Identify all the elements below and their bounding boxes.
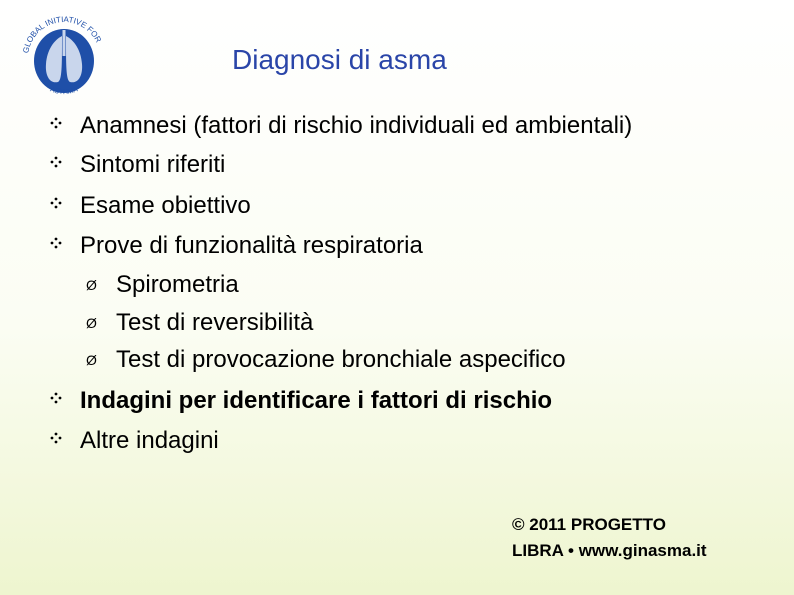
bullet-text: Sintomi riferiti (80, 151, 226, 178)
gina-logo (14, 6, 114, 106)
sub-bullet-item (86, 346, 566, 374)
diamond-dots-icon (50, 117, 62, 129)
bullet-text: Prove di funzionalità respiratoria (80, 232, 423, 259)
slide-title: Diagnosi di asma (232, 44, 447, 75)
arrowhead-icon: Ø (86, 352, 97, 368)
sub-bullet-item (86, 309, 314, 337)
sub-bullet-text: Test di provocazione bronchiale aspecifico (116, 346, 566, 373)
diamond-dots-icon (50, 197, 62, 209)
diamond-dots-icon (50, 156, 62, 168)
sub-bullet-text: Test di reversibilità (116, 309, 314, 336)
bullet-text: Anamnesi (fattori di rischio individuali ed ambientali) (80, 112, 633, 139)
footer-line-2: LIBRA • www.ginasma.it (512, 541, 707, 560)
bullet-text: Indagini per identificare i fattori di rischio (80, 387, 553, 414)
svg-text:ASTHMA: ASTHMA (49, 86, 79, 97)
sub-bullet-text: Spirometria (116, 271, 239, 298)
copyright-footer (512, 512, 707, 564)
bullet-item (80, 112, 632, 140)
diamond-dots-icon (50, 237, 62, 249)
bullet-item (80, 151, 225, 179)
arrowhead-icon: Ø (86, 277, 97, 293)
bullet-item (80, 427, 219, 455)
bullet-text: Esame obiettivo (80, 192, 251, 219)
bullet-item (80, 232, 423, 260)
arrowhead-icon: Ø (86, 315, 97, 331)
sub-bullet-item (86, 271, 239, 299)
bullet-text: Altre indagini (80, 427, 219, 454)
diamond-dots-icon (50, 392, 62, 404)
bullet-item (80, 387, 552, 415)
diamond-dots-icon (50, 432, 62, 444)
bullet-item (80, 192, 251, 220)
svg-text:GLOBAL INITIATIVE FOR: GLOBAL INITIATIVE FOR (21, 14, 104, 54)
footer-line-1: © 2011 PROGETTO (512, 515, 666, 534)
